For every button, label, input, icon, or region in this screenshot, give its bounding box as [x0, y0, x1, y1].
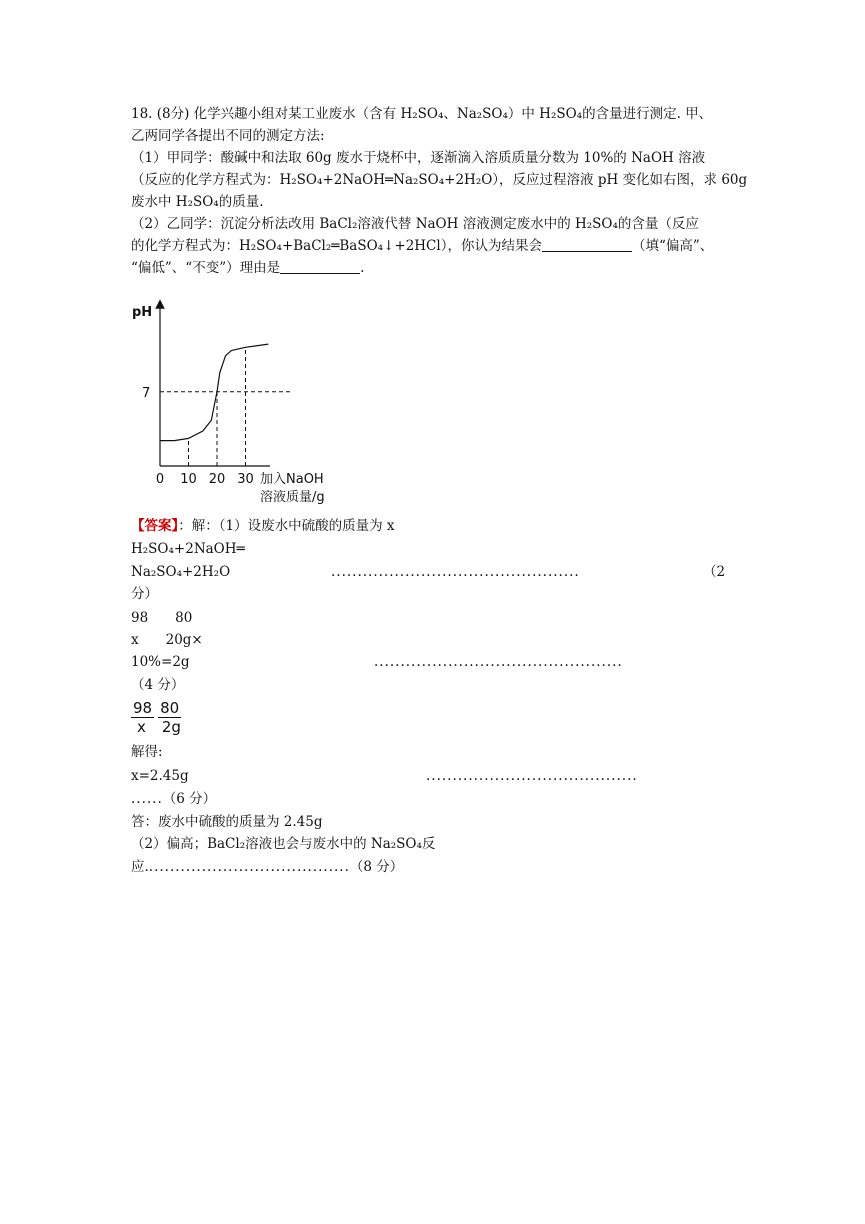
- conclusion-line: 答：废水中硫酸的质量为 2.45g: [131, 814, 323, 830]
- score-4: （8 分）: [349, 859, 404, 875]
- dots-3b: ......: [131, 791, 163, 807]
- dots-2: ...............................................: [374, 654, 623, 670]
- question-line-1: 18. (8分) 化学兴趣小组对某工业废水（含有 H₂SO₄、Na₂SO₄）中 H₂SO₄的含量进行测定. 甲、: [131, 106, 713, 122]
- y-axis-label: pH: [132, 305, 153, 320]
- equation-line-1: H₂SO₄+2NaOH═: [131, 541, 245, 557]
- question-line-7: [131, 236, 713, 256]
- y-tick-7: 7: [142, 385, 151, 401]
- part2-line-2-text: 应.: [131, 859, 149, 875]
- fraction-num-1: 98: [133, 699, 153, 717]
- score-1b: 分）: [131, 586, 158, 602]
- ph-curve: [160, 344, 268, 441]
- fraction-den-2: 2g: [161, 718, 181, 736]
- x-tick-0: 0: [155, 472, 165, 487]
- question-line-7-text: 的化学方程式为：H₂SO₄+BaCl₂═BaSO₄↓+2HCl），你认为结果会: [131, 238, 542, 254]
- dots-3: ........................................: [426, 768, 638, 784]
- ph-chart: [128, 298, 358, 508]
- question-line-8: [131, 258, 364, 278]
- answer-blank-1: [542, 237, 632, 252]
- answer-intro: ：解：（1）设废水中硫酸的质量为 x: [178, 518, 395, 534]
- x-tick-20: 20: [208, 472, 226, 487]
- question-line-3: （1）甲同学：酸碱中和法取 60g 废水于烧杯中，逐渐滴入溶质质量分数为 10%的 NaOH 溶液: [131, 150, 706, 166]
- x-line: x 20g×: [131, 632, 203, 648]
- part2-line-2: [131, 857, 403, 877]
- equation-line-2: Na₂SO₄+2H₂O: [131, 564, 231, 580]
- ratio-line: 98 80: [131, 610, 193, 626]
- part2-line-1: （2）偏高；BaCl₂溶液也会与废水中的 Na₂SO₄反: [131, 836, 436, 852]
- fraction-den-1: x: [137, 718, 146, 736]
- question-line-8-text: “偏低”、“不变”）理由是: [131, 260, 281, 276]
- score-2: （4 分）: [131, 677, 185, 693]
- answer-blank-2: [280, 259, 360, 274]
- score-1a: （2: [703, 564, 726, 580]
- fraction-num-2: 80: [160, 699, 180, 717]
- result-line: x=2.45g: [131, 768, 189, 784]
- question-line-6: （2）乙同学：沉淀分析法改用 BaCl₂溶液代替 NaOH 溶液测定废水中的 H₂SO₄的含量（反应: [131, 216, 699, 232]
- question-line-2: 乙两同学各提出不同的测定方法:: [131, 128, 325, 144]
- x-axis-label-line-2: 溶液质量/g: [260, 490, 325, 505]
- x-tick-10: 10: [180, 472, 197, 487]
- answer-intro-line: [131, 516, 395, 536]
- x-axis-label-line-1: 加入NaOH: [260, 472, 324, 487]
- percent-line: 10%=2g: [131, 654, 190, 670]
- question-line-5: 废水中 H₂SO₄的质量.: [131, 194, 264, 210]
- score-3: （6 分）: [162, 791, 217, 807]
- x-tick-30: 30: [237, 472, 254, 487]
- question-line-8-tail: .: [360, 260, 365, 276]
- dots-1: ...............................................: [331, 564, 580, 580]
- solve-label: 解得:: [131, 744, 163, 760]
- proportion-fraction: [131, 699, 191, 736]
- question-line-7-tail: （填“偏高”、: [631, 238, 714, 254]
- score-3-line: [131, 789, 216, 809]
- question-line-4: （反应的化学方程式为：H₂SO₄+2NaOH═Na₂SO₄+2H₂O），反应过程溶液 pH 变化如右图，求 60g: [131, 172, 748, 188]
- dots-4: ......................................: [148, 859, 350, 875]
- answer-label: 【答案】: [131, 518, 179, 534]
